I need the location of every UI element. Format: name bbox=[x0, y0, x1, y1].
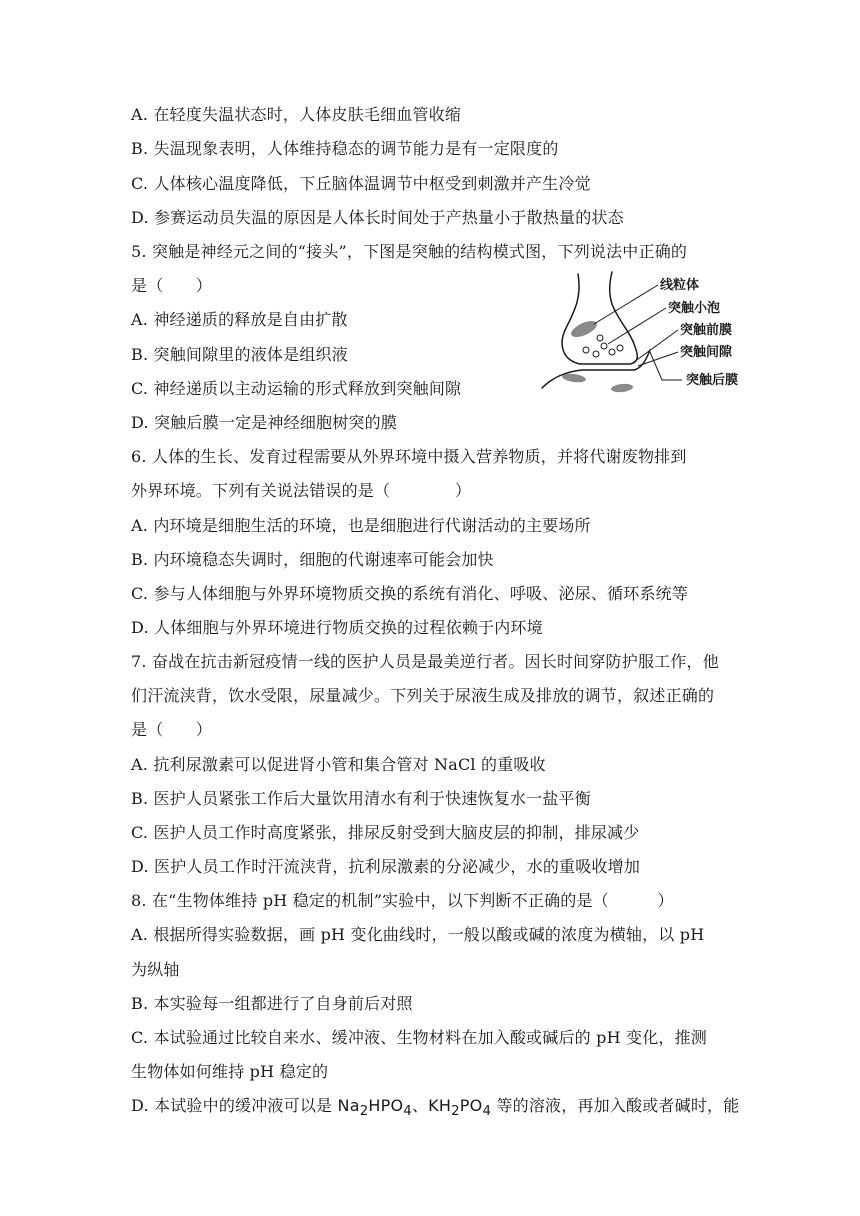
label-postsynaptic-membrane: 突触后膜 bbox=[686, 373, 739, 388]
q6-stem-line1: 6. 人体的生长、发育过程需要从外界环境中摄入营养物质，并将代谢废物排到 bbox=[131, 447, 687, 466]
q7-stem-line3: 是（ ） bbox=[131, 720, 213, 739]
q5-option-c: C. 神经递质以主动运输的形式释放到突触间隙 bbox=[131, 379, 462, 398]
q4-option-a: A. 在轻度失温状态时，人体皮肤毛细血管收缩 bbox=[131, 105, 462, 124]
label-synaptic-vesicle: 突触小泡 bbox=[668, 301, 721, 316]
q8-stem: 8. 在“生物体维持 pH 稳定的机制”实验中，以下判断不正确的是（ ） bbox=[131, 891, 674, 910]
mitochondrion-post-2 bbox=[611, 383, 634, 393]
q6-option-b: B. 内环境稳态失调时，细胞的代谢速率可能会加快 bbox=[131, 550, 494, 569]
q6-option-a: A. 内环境是细胞生活的环境，也是细胞进行代谢活动的主要场所 bbox=[131, 516, 591, 535]
q6-option-d: D. 人体细胞与外界环境进行物质交换的过程依赖于内环境 bbox=[131, 618, 543, 637]
mitochondrion-pre bbox=[569, 318, 599, 341]
q7-option-c: C. 医护人员工作时高度紧张，排尿反射受到大脑皮层的抑制，排尿减少 bbox=[131, 823, 640, 842]
q5-stem-line1: 5. 突触是神经元之间的“接头”，下图是突触的结构模式图，下列说法中正确的 bbox=[131, 242, 688, 261]
synapse-diagram-svg bbox=[538, 268, 758, 402]
label-mitochondrion: 线粒体 bbox=[660, 278, 700, 293]
pointer-synaptic-cleft bbox=[638, 352, 678, 366]
q8-option-d-prefix: D. 本试验中的缓冲液可以是 bbox=[131, 1096, 338, 1115]
q7-option-d: D. 医护人员工作时汗流浃背，抗利尿激素的分泌减少，水的重吸收增加 bbox=[131, 857, 641, 876]
synapse-diagram bbox=[538, 268, 758, 402]
q8-option-a-line2: 为纵轴 bbox=[131, 960, 180, 979]
q8-option-d: D. 本试验中的缓冲液可以是 $Na_2HPO_4$、$KH_2PO_4$ 等的溶液，再加入酸或者碱时，能 bbox=[131, 1096, 740, 1120]
q4-option-c: C. 人体核心温度降低，下丘脑体温调节中枢受到刺激并产生冷觉 bbox=[131, 174, 591, 193]
q5-option-a: A. 神经递质的释放是自由扩散 bbox=[131, 310, 348, 329]
label-presynaptic-membrane: 突触前膜 bbox=[680, 323, 733, 338]
pointer-presynaptic-membrane bbox=[634, 330, 678, 362]
label-synaptic-cleft: 突触间隙 bbox=[680, 345, 733, 360]
q5-stem-line2: 是（ ） bbox=[131, 276, 213, 295]
q8-option-b: B. 本实验每一组都进行了自身前后对照 bbox=[131, 994, 413, 1013]
q8-option-c-line2: 生物体如何维持 pH 稳定的 bbox=[131, 1062, 329, 1081]
q8-option-a-line1: A. 根据所得实验数据，画 pH 变化曲线时，一般以酸或碱的浓度为横轴，以 pH bbox=[131, 925, 705, 944]
q6-stem-line2: 外界环境。下列有关说法错误的是（ ） bbox=[131, 481, 472, 500]
q8-option-d-suffix: 等的溶液，再加入酸或者碱时，能 bbox=[491, 1096, 740, 1115]
q4-option-b: B. 失温现象表明，人体维持稳态的调节能力是有一定限度的 bbox=[131, 139, 559, 158]
q5-option-b: B. 突触间隙里的液体是组织液 bbox=[131, 345, 348, 364]
formula-na2hpo4: $Na_2HPO_4$ bbox=[337, 1096, 412, 1120]
formula-kh2po4: $KH_2PO_4$ bbox=[428, 1096, 492, 1120]
q5-option-d: D. 突触后膜一定是神经细胞树突的膜 bbox=[131, 413, 398, 432]
q7-stem-line2: 们汗流浃背，饮水受限，尿量减少。下列关于尿液生成及排放的调节，叙述正确的 bbox=[131, 686, 715, 705]
q6-option-c: C. 参与人体细胞与外界环境物质交换的系统有消化、呼吸、泌尿、循环系统等 bbox=[131, 584, 689, 603]
q8-option-c-line1: C. 本试验通过比较自来水、缓冲液、生物材料在加入酸或碱后的 pH 变化，推测 bbox=[131, 1028, 708, 1047]
q4-option-d: D. 参赛运动员失温的原因是人体长时间处于产热量小于散热量的状态 bbox=[131, 208, 624, 227]
q7-option-b: B. 医护人员紧张工作后大量饮用清水有利于快速恢复水一盐平衡 bbox=[131, 789, 591, 808]
pointer-mitochondrion bbox=[594, 285, 658, 324]
presynaptic-terminal bbox=[562, 272, 637, 364]
q7-option-a: A. 抗利尿激素可以促进肾小管和集合管对 NaCl 的重吸收 bbox=[131, 755, 546, 774]
q7-stem-line1: 7. 奋战在抗击新冠疫情一线的医护人员是最美逆行者。因长时间穿防护服工作，他 bbox=[131, 652, 719, 671]
